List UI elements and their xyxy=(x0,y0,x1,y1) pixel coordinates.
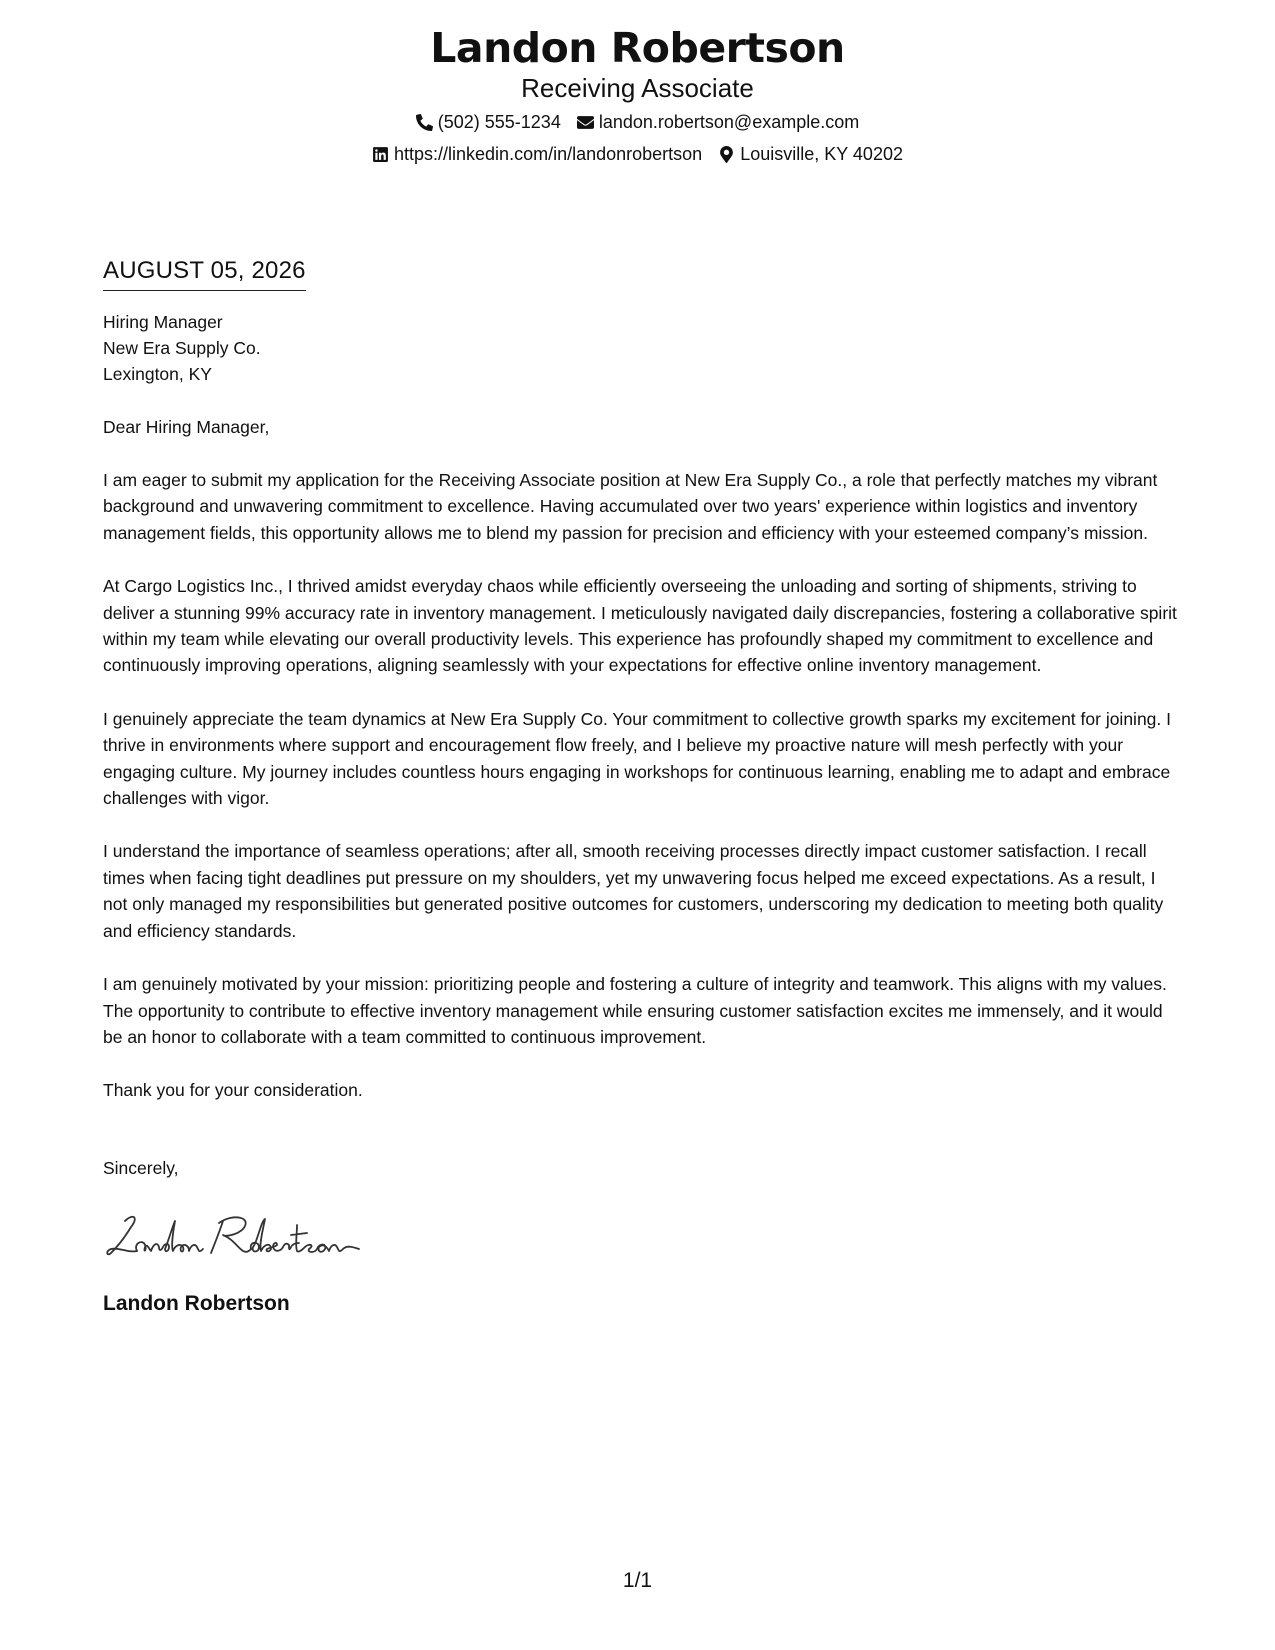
location-text: Louisville, KY 40202 xyxy=(740,144,903,164)
body-paragraph: I genuinely appreciate the team dynamics at New Era Supply Co. Your commitment to collective growth sparks my excitement for joining. I thrive in environments where support and encouragement flow freely, and I believe my proactive nature will mesh perfectly with your engaging culture. My journey includes countless hours engaging in workshops for continuous learning, enabling me to adapt and embrace challenges with vigor. xyxy=(103,708,1171,809)
letter-header xyxy=(0,22,1275,166)
contact-row-secondary xyxy=(0,142,1275,166)
linkedin-icon xyxy=(372,146,389,163)
map-marker-icon xyxy=(718,146,735,163)
body-paragraph: I understand the importance of seamless operations; after all, smooth receiving processes directly impact customer satisfaction. I recall times when facing tight deadlines put pressure on my shoulders, yet my unwavering focus helped me exceed expectations. As a result, I not only managed my responsibilities but generated positive outcomes for customers, underscoring my dedication to meeting both quality and efficiency standards. xyxy=(103,841,1164,941)
phone-icon xyxy=(416,114,433,131)
contact-row-primary xyxy=(0,110,1275,134)
contact-linkedin[interactable] xyxy=(372,142,702,166)
contact-email[interactable] xyxy=(577,110,859,134)
body-paragraph: At Cargo Logistics Inc., I thrived amidst everyday chaos while efficiently overseeing the unloading and sorting of shipments, striving to deliver a stunning 99% accuracy rate in inventory management. I meticulously navigated daily discrepancies, fostering a collaborative spirit within my team while elevating our overall productivity levels. This experience has profoundly shaped my commitment to excellence and continuously improving operations, aligning seamlessly with your expectations for effective online inventory management. xyxy=(103,576,1177,676)
recipient-line: Lexington, KY xyxy=(103,364,212,384)
linkedin-text: https://linkedin.com/in/landonrobertson xyxy=(394,144,703,164)
email-text: landon.robertson@example.com xyxy=(598,112,860,132)
page-number: 1/1 xyxy=(622,1569,653,1592)
recipient-line: Hiring Manager xyxy=(103,312,223,332)
body-paragraph: I am eager to submit my application for the Receiving Associate position at New Era Supply Co., a role that perfectly matches my vibrant background and unwavering commitment to excellence. Having accumulated over two years' experience within logistics and inventory management fields, this opportunity allows me to blend my passion for precision and efficiency with your esteemed company’s mission. xyxy=(103,470,1158,543)
letter-date: AUGUST 05, 2026 xyxy=(103,256,306,291)
recipient-line: New Era Supply Co. xyxy=(103,338,261,358)
signoff: Sincerely, xyxy=(103,1158,179,1179)
envelope-icon xyxy=(577,114,594,131)
contact-location xyxy=(718,142,903,166)
body-paragraph: I am genuinely motivated by your mission: prioritizing people and fostering a culture of integrity and teamwork. This aligns with my values. The opportunity to contribute to effective inventory management while ensuring customer satisfaction excites me immensely, and it would be an honor to collaborate with a team committed to continuous improvement. xyxy=(103,974,1167,1047)
signed-name: Landon Robertson xyxy=(103,1292,290,1316)
phone-text: (502) 555-1234 xyxy=(437,112,561,132)
handwritten-signature xyxy=(103,1207,373,1263)
salutation: Dear Hiring Manager, xyxy=(103,417,270,437)
contact-phone xyxy=(416,110,561,134)
recipient-block xyxy=(103,309,1178,387)
letter-body xyxy=(103,256,1178,1318)
job-title: Receiving Associate xyxy=(521,73,754,103)
applicant-name: Landon Robertson xyxy=(430,24,845,72)
closing-line: Thank you for your consideration. xyxy=(103,1080,363,1101)
